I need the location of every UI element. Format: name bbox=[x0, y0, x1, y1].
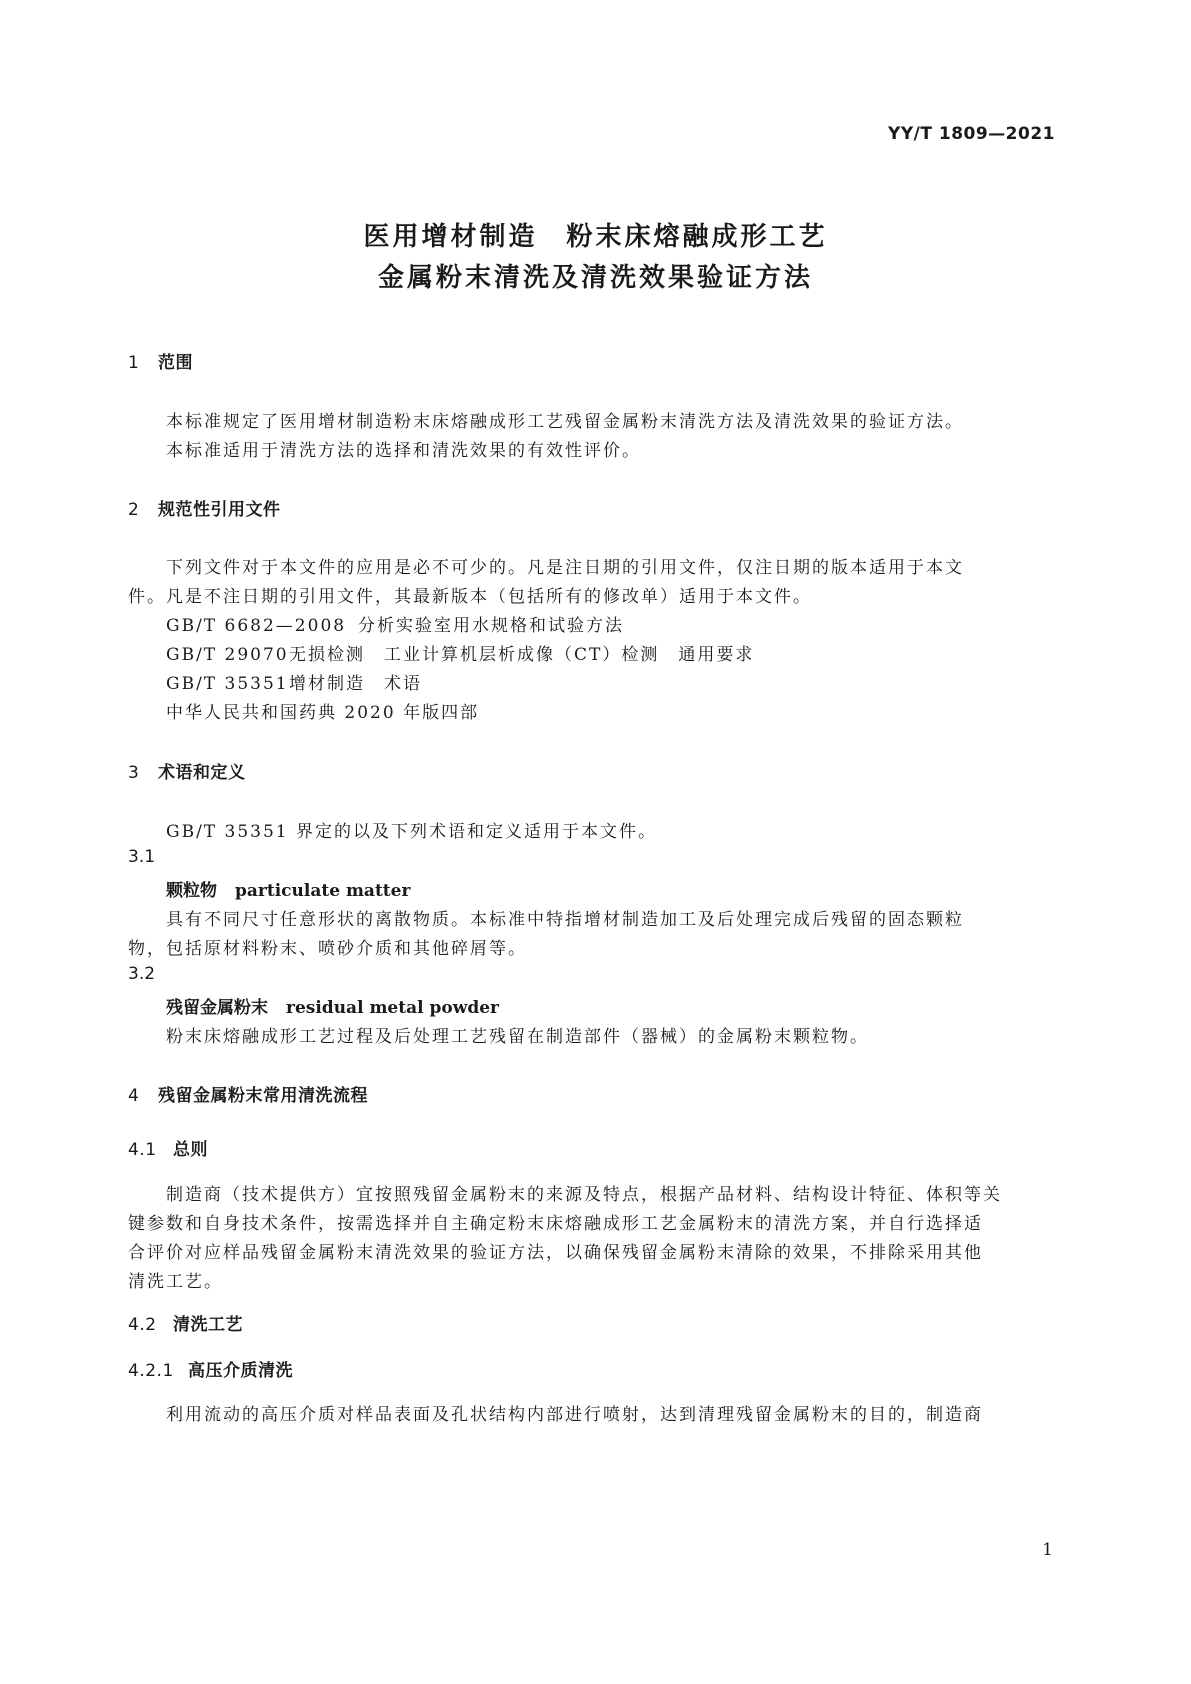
section-title: 范围 bbox=[158, 353, 193, 373]
reference-code: GB/T 35351 bbox=[166, 674, 289, 694]
paragraph: GB/T 35351 界定的以及下列术语和定义适用于本文件。 bbox=[166, 822, 658, 842]
reference-item bbox=[166, 611, 624, 636]
paragraph-line: 清洗工艺。 bbox=[128, 1272, 223, 1292]
paragraph-line: 件。凡是不注日期的引用文件，其最新版本（包括所有的修改单）适用于本文件。 bbox=[128, 587, 812, 607]
section-number: 4.1 bbox=[128, 1140, 157, 1160]
document-title-line-2: 金属粉末清洗及清洗效果验证方法 bbox=[377, 263, 813, 293]
section-2-heading bbox=[128, 495, 281, 520]
paragraph-line: 利用流动的高压介质对样品表面及孔状结构内部进行喷射，达到清理残留金属粉末的目的，制造商 bbox=[166, 1405, 983, 1425]
term-definition-line: 物，包括原材料粉末、喷砂介质和其他碎屑等。 bbox=[128, 939, 527, 959]
page-number: 1 bbox=[1042, 1540, 1053, 1560]
document-title-line-1: 医用增材制造 粉末床熔融成形工艺 bbox=[363, 222, 828, 252]
section-title: 高压介质清洗 bbox=[188, 1361, 293, 1381]
section-4-heading bbox=[128, 1081, 368, 1106]
term-number: 3.1 bbox=[128, 847, 156, 867]
term-number: 3.2 bbox=[128, 964, 156, 984]
section-title: 术语和定义 bbox=[158, 763, 246, 783]
section-title: 规范性引用文件 bbox=[158, 500, 281, 520]
term-heading bbox=[166, 876, 410, 901]
paragraph-line: 键参数和自身技术条件，按需选择并自主确定粉末床熔融成形工艺金属粉末的清洗方案，并自行选择适 bbox=[128, 1214, 983, 1234]
paragraph: 本标准规定了医用增材制造粉末床熔融成形工艺残留金属粉末清洗方法及清洗效果的验证方法。 bbox=[166, 412, 964, 432]
reference-item bbox=[166, 669, 422, 694]
section-title: 总则 bbox=[173, 1140, 208, 1160]
reference-code: GB/T 6682—2008 bbox=[166, 616, 347, 636]
term-definition-line: 粉末床熔融成形工艺过程及后处理工艺残留在制造部件（器械）的金属粉末颗粒物。 bbox=[166, 1027, 869, 1047]
section-number: 4.2.1 bbox=[128, 1361, 174, 1381]
term-zh: 颗粒物 bbox=[166, 881, 217, 901]
term-en: residual metal powder bbox=[286, 998, 500, 1018]
reference-code: GB/T 29070 bbox=[166, 645, 289, 665]
section-title: 清洗工艺 bbox=[173, 1315, 243, 1335]
section-number: 2 bbox=[128, 500, 140, 520]
standard-number: YY/T 1809—2021 bbox=[888, 124, 1055, 144]
section-number: 4 bbox=[128, 1086, 140, 1106]
reference-title: 中华人民共和国药典 2020 年版四部 bbox=[166, 703, 480, 723]
reference-item bbox=[166, 698, 479, 723]
reference-title: 分析实验室用水规格和试验方法 bbox=[358, 616, 624, 636]
reference-title: 无损检测 工业计算机层析成像（CT）检测 通用要求 bbox=[289, 645, 755, 665]
paragraph: 本标准适用于清洗方法的选择和清洗效果的有效性评价。 bbox=[166, 441, 641, 461]
section-4-2-1-heading bbox=[128, 1356, 293, 1381]
term-en: particulate matter bbox=[235, 881, 411, 901]
section-3-heading bbox=[128, 758, 246, 783]
reference-item bbox=[166, 640, 754, 665]
section-title: 残留金属粉末常用清洗流程 bbox=[158, 1086, 368, 1106]
paragraph-line: 下列文件对于本文件的应用是必不可少的。凡是注日期的引用文件，仅注日期的版本适用于本文 bbox=[166, 558, 964, 578]
section-4-2-heading bbox=[128, 1310, 243, 1335]
reference-title: 增材制造 术语 bbox=[289, 674, 422, 694]
section-1-heading bbox=[128, 348, 193, 373]
paragraph-line: 制造商（技术提供方）宜按照残留金属粉末的来源及特点，根据产品材料、结构设计特征、体积等关 bbox=[166, 1185, 1002, 1205]
term-zh: 残留金属粉末 bbox=[166, 998, 268, 1018]
paragraph-line: 合评价对应样品残留金属粉末清洗效果的验证方法，以确保残留金属粉末清除的效果，不排除采用其他 bbox=[128, 1243, 983, 1263]
section-4-1-heading bbox=[128, 1135, 208, 1160]
section-number: 4.2 bbox=[128, 1315, 157, 1335]
section-number: 1 bbox=[128, 353, 140, 373]
section-number: 3 bbox=[128, 763, 140, 783]
term-definition-line: 具有不同尺寸任意形状的离散物质。本标准中特指增材制造加工及后处理完成后残留的固态颗粒 bbox=[166, 910, 964, 930]
term-heading bbox=[166, 993, 499, 1018]
